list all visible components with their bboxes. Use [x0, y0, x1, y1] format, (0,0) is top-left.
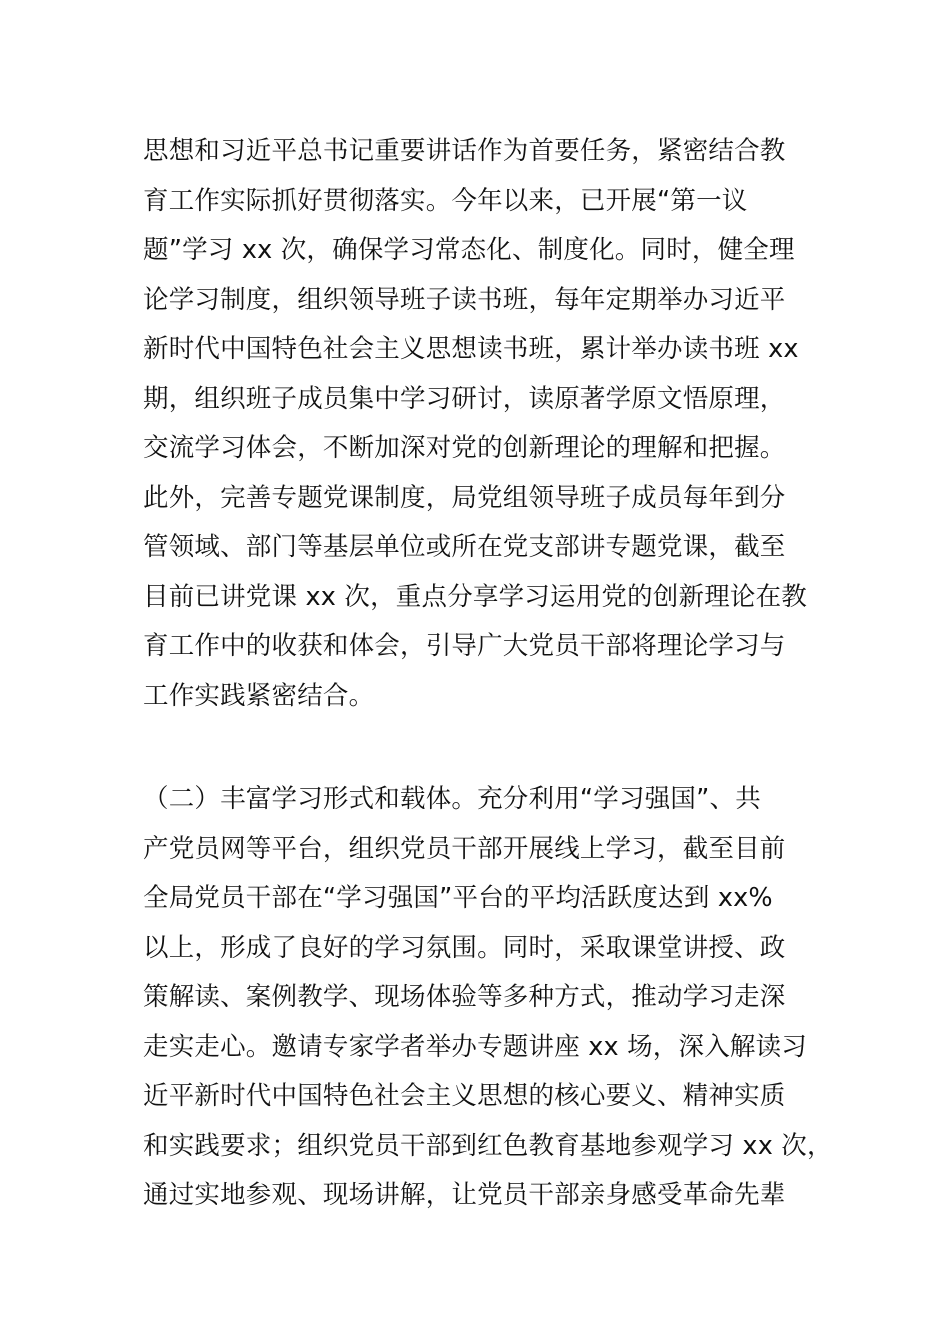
text-line: 新时代中国特色社会主义思想读书班，累计举办读书班 xx: [143, 334, 799, 364]
text-line: 走实走心。邀请专家学者举办专题讲座 xx 场，深入解读习: [143, 1031, 807, 1062]
paragraph-theory-study: [143, 127, 843, 721]
text-line: 策解读、案例教学、现场体验等多种方式，推动学习走深: [143, 982, 786, 1012]
text-line: （二）丰富学习形式和载体。充分利用“学习强国”、共: [143, 784, 761, 814]
text-line: 全局党员干部在“学习强国”平台的平均活跃度达到 xx%: [143, 883, 773, 913]
text-line: 交流学习体会，不断加深对党的创新理论的理解和把握。: [143, 433, 786, 463]
text-line: 工作实践紧密结合。: [143, 680, 375, 711]
text-line: 题”学习 xx 次，确保学习常态化、制度化。同时，健全理: [143, 235, 795, 265]
text-line: 目前已讲党课 xx 次，重点分享学习运用党的创新理论在教: [143, 581, 807, 612]
text-line: 思想和习近平总书记重要讲话作为首要任务，紧密结合教: [143, 136, 786, 166]
text-line: 期，组织班子成员集中学习研讨，读原著学原文悟原理，: [143, 383, 786, 414]
text-line: 此外，完善专题党课制度，局党组领导班子成员每年到分: [143, 482, 786, 513]
paragraph-learning-forms: [143, 775, 843, 1221]
text-line: 以上，形成了良好的学习氛围。同时，采取课堂讲授、政: [143, 932, 786, 963]
text-line: 通过实地参观、现场讲解，让党员干部亲身感受革命先辈: [143, 1180, 786, 1210]
text-line: 近平新时代中国特色社会主义思想的核心要义、精神实质: [143, 1081, 786, 1111]
text-line: 和实践要求；组织党员干部到红色教育基地参观学习 xx 次，: [143, 1130, 833, 1161]
text-line: 论学习制度，组织领导班子读书班，每年定期举办习近平: [143, 284, 786, 315]
text-line: 育工作实际抓好贯彻落实。今年以来，已开展“第一议: [143, 185, 748, 216]
text-line: 育工作中的收获和体会，引导广大党员干部将理论学习与: [143, 631, 786, 661]
text-line: 产党员网等平台，组织党员干部开展线上学习，截至目前: [143, 833, 786, 864]
text-line: 管领域、部门等基层单位或所在党支部讲专题党课，截至: [143, 532, 786, 562]
